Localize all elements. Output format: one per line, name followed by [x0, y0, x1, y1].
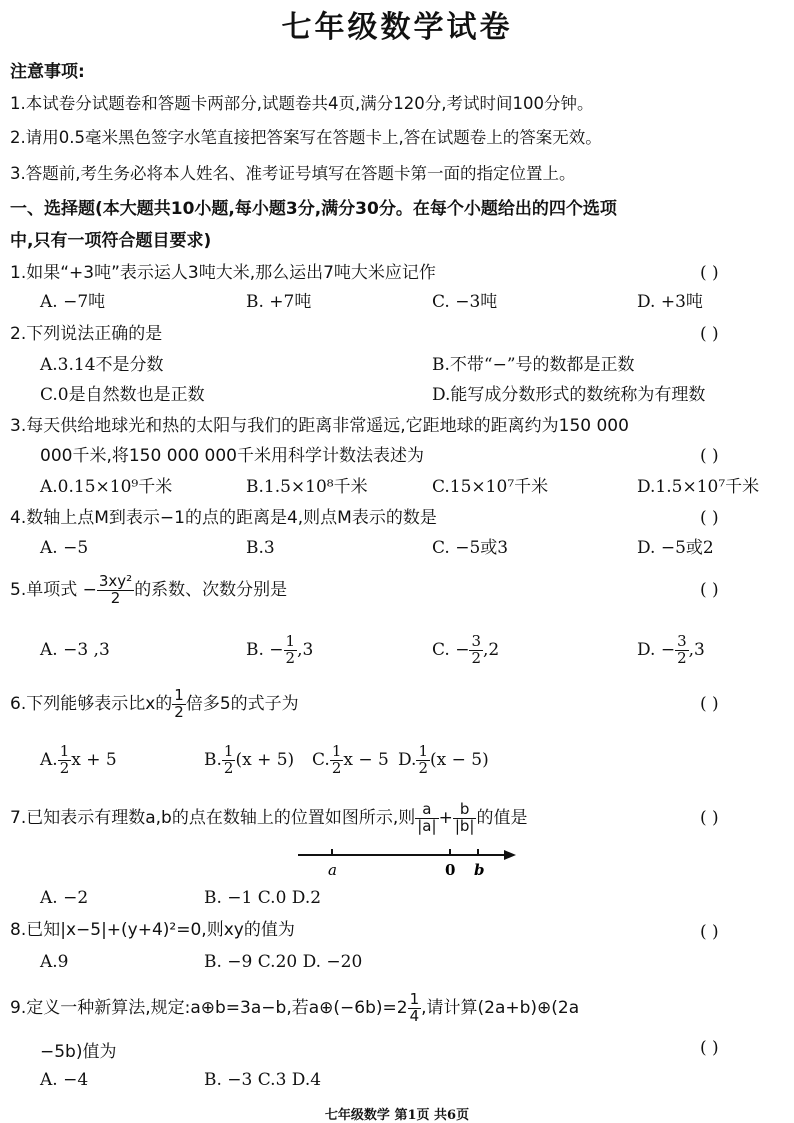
question-4-answer-paren: ( ): [700, 508, 719, 528]
question-6-fraction: [172, 685, 186, 721]
question-8-option-a: A.9: [40, 952, 69, 972]
question-7-answer-paren: ( ): [700, 808, 719, 828]
fraction-b-denominator: |b|: [454, 816, 475, 835]
option-b-denominator: 2: [223, 759, 234, 777]
section-heading-line2: 中,只有一项符合题目要求): [10, 231, 212, 251]
question-3-option-b: B.1.5×10⁸千米: [246, 477, 368, 497]
question-5-option-a: A. −3 ,3: [40, 640, 110, 660]
option-d-fraction: [416, 744, 430, 777]
question-9-suffix: ,请计算(2a+b)⊕(2a: [421, 998, 580, 1018]
question-5-option-b: [246, 628, 313, 672]
question-5-option-d: [637, 628, 705, 672]
option-b-suffix: (x + 5): [235, 750, 295, 770]
option-b-fraction: [284, 634, 298, 667]
option-d-prefix: D.: [398, 750, 417, 770]
option-a-suffix: x + 5: [71, 750, 117, 770]
monomial-fraction: [97, 571, 134, 607]
option-a-denominator: 2: [59, 759, 70, 777]
option-d-fraction: [675, 634, 689, 667]
question-4-option-d: D. −5或2: [637, 538, 714, 558]
question-5-suffix: 的系数、次数分别是: [134, 580, 288, 600]
option-b-prefix: B.: [204, 750, 222, 770]
question-1-stem: 1.如果“+3吨”表示运人3吨大米,那么运出7吨大米应记作: [10, 263, 436, 283]
question-1-option-d: D. +3吨: [637, 292, 703, 312]
notice-item-1: 1.本试卷分试题卷和答题卡两部分,试题卷共4页,满分120分,考试时间100分钟。: [10, 94, 594, 113]
question-5-stem: [10, 568, 287, 612]
option-c-suffix: ,2: [483, 640, 500, 660]
mixed-numerator: 1: [409, 989, 420, 1008]
question-1-option-a: A. −7吨: [40, 292, 106, 312]
label-b: b: [474, 861, 485, 879]
number-line-arrow: [504, 850, 516, 860]
notice-item-3: 3.答题前,考生务必将本人姓名、准考证号填写在答题卡第一面的指定位置上。: [10, 164, 576, 183]
option-a-prefix: A.: [40, 750, 58, 770]
question-4-option-a: A. −5: [40, 538, 89, 558]
label-a: a: [328, 861, 337, 879]
option-b-denominator: 2: [285, 649, 296, 667]
option-d-suffix: ,3: [688, 640, 705, 660]
option-c-numerator: 1: [331, 742, 342, 761]
question-9-options-bcd: B. −3 C.3 D.4: [204, 1070, 322, 1090]
question-6-option-c: [312, 738, 389, 782]
plus-sign: +: [438, 808, 453, 828]
notice-item-2: 2.请用0.5毫米黑色签字水笔直接把答案写在答题卡上,答在试题卷上的答案无效。: [10, 128, 602, 147]
question-7-option-a: A. −2: [40, 888, 89, 908]
option-b-suffix: ,3: [297, 640, 314, 660]
option-d-suffix: (x − 5): [429, 750, 489, 770]
option-c-suffix: x − 5: [343, 750, 389, 770]
option-c-denominator: 2: [471, 649, 481, 667]
mixed-denominator: 4: [409, 1006, 420, 1025]
question-6-denominator: 2: [174, 702, 184, 721]
question-9-option-a: A. −4: [40, 1070, 89, 1090]
question-7-stem: [10, 796, 527, 840]
option-b-numerator: 1: [285, 632, 296, 651]
question-6-answer-paren: ( ): [700, 694, 719, 714]
question-4-option-c: C. −5或3: [432, 538, 509, 558]
option-d-denominator: 2: [677, 649, 687, 667]
question-2-option-a: A.3.14不是分数: [40, 355, 164, 375]
option-b-numerator: 1: [223, 742, 234, 761]
question-5-option-c: [432, 628, 499, 672]
option-d-numerator: 3: [677, 632, 687, 651]
question-6-numerator: 1: [174, 685, 184, 704]
question-7-fraction-a: [415, 799, 438, 835]
question-9-prefix: 9.定义一种新算法,规定:a⊕b=3a−b,若a⊕(−6b)=2: [10, 998, 408, 1018]
section-heading-line1: 一、选择题(本大题共10小题,每小题3分,满分30分。在每个小题给出的四个选项: [10, 199, 617, 219]
question-7-options-bcd: B. −1 C.0 D.2: [204, 888, 322, 908]
question-6-option-a: [40, 738, 117, 782]
question-3-option-a: A.0.15×10⁹千米: [40, 477, 173, 497]
monomial-denominator: 2: [110, 588, 121, 607]
option-d-prefix: D. −: [637, 640, 676, 660]
page-title: 七年级数学试卷: [281, 10, 513, 45]
page-footer: 七年级数学 第1页 共6页: [324, 1108, 470, 1123]
option-c-fraction: [469, 634, 483, 667]
number-line-diagram: [290, 842, 530, 882]
question-8-stem: 8.已知|x−5|+(y+4)²=0,则xy的值为: [10, 920, 295, 940]
question-3-option-c: C.15×10⁷千米: [432, 477, 549, 497]
question-9-stem-line2: −5b)值为: [40, 1042, 117, 1062]
option-c-denominator: 2: [331, 759, 342, 777]
question-5-prefix: 5.单项式 −: [10, 580, 97, 600]
mixed-number-fraction: [408, 989, 422, 1025]
question-6-prefix: 6.下列能够表示比x的: [10, 694, 173, 714]
question-2-stem: 2.下列说法正确的是: [10, 324, 163, 344]
option-d-numerator: 1: [418, 742, 428, 761]
question-2-answer-paren: ( ): [700, 324, 719, 344]
fraction-b-numerator: b: [453, 802, 477, 819]
option-c-fraction: [330, 744, 344, 777]
question-6-option-b: [204, 738, 294, 782]
question-9-answer-paren: ( ): [700, 1038, 719, 1058]
question-3-answer-paren: ( ): [700, 446, 719, 466]
question-4-stem: 4.数轴上点M到表示−1的点的距离是4,则点M表示的数是: [10, 508, 437, 528]
question-1-option-c: C. −3吨: [432, 292, 498, 312]
option-c-prefix: C.: [312, 750, 330, 770]
question-4-option-b: B.3: [246, 538, 275, 558]
option-c-prefix: C. −: [432, 640, 470, 660]
option-a-numerator: 1: [59, 742, 70, 761]
option-a-fraction: [58, 744, 72, 777]
question-7-suffix: 的值是: [476, 808, 528, 828]
option-b-fraction: [222, 744, 236, 777]
question-2-option-b: B.不带“−”号的数都是正数: [432, 355, 635, 375]
label-zero: 0: [445, 861, 456, 879]
question-6-option-d: [398, 738, 489, 782]
question-5-answer-paren: ( ): [700, 580, 719, 600]
question-8-answer-paren: ( ): [700, 922, 719, 942]
option-b-prefix: B. −: [246, 640, 284, 660]
question-3-stem-line2: 000千米,将150 000 000千米用科学计数法表述为: [40, 446, 425, 466]
question-2-option-c: C.0是自然数也是正数: [40, 385, 205, 405]
option-d-denominator: 2: [418, 759, 428, 777]
monomial-numerator: 3xy²: [98, 571, 133, 590]
question-9-stem-line1: [10, 986, 579, 1030]
notice-heading: 注意事项:: [10, 62, 85, 82]
question-7-fraction-b: [453, 799, 477, 835]
fraction-a-numerator: a: [415, 802, 438, 819]
question-1-option-b: B. +7吨: [246, 292, 312, 312]
question-8-options-bcd: B. −9 C.20 D. −20: [204, 952, 363, 972]
option-c-numerator: 3: [471, 632, 481, 651]
question-3-stem-line1: 3.每天供给地球光和热的太阳与我们的距离非常遥远,它距地球的距离约为150 000: [10, 416, 629, 436]
question-3-option-d: D.1.5×10⁷千米: [637, 477, 760, 497]
question-2-option-d: D.能写成分数形式的数统称为有理数: [432, 385, 706, 405]
question-7-prefix: 7.已知表示有理数a,b的点在数轴上的位置如图所示,则: [10, 808, 416, 828]
question-6-stem: [10, 682, 299, 726]
question-6-suffix: 倍多5的式子为: [185, 694, 299, 714]
fraction-a-denominator: |a|: [417, 816, 437, 835]
question-1-answer-paren: ( ): [700, 263, 719, 283]
